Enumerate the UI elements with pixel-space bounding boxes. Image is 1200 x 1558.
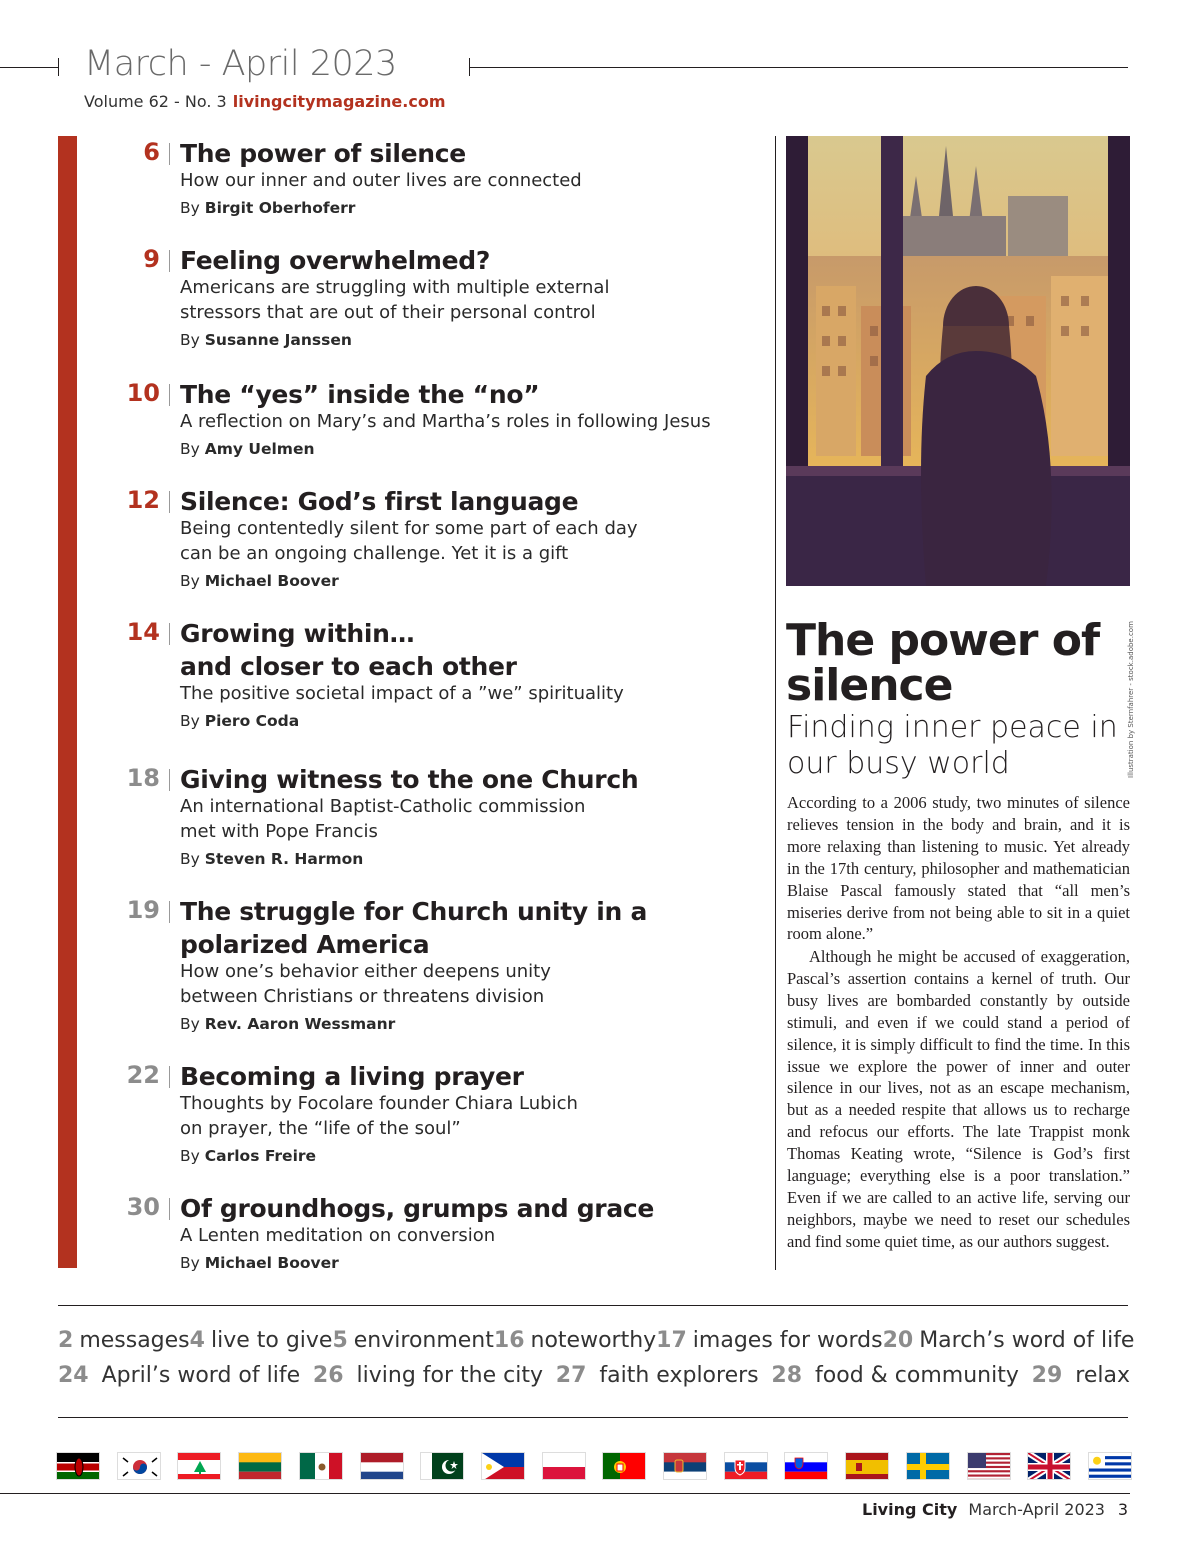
toc-page-number: 30 (126, 1193, 160, 1221)
toc-separator (169, 623, 170, 645)
kenya-flag-icon (56, 1452, 100, 1480)
toc-title: polarized America (180, 930, 430, 959)
department-link[interactable]: 4 live to give (189, 1328, 333, 1353)
toc-description: on prayer, the “life of the soul” (180, 1118, 461, 1139)
toc-byline: By Amy Uelmen (180, 440, 315, 458)
poland-flag-icon (542, 1452, 586, 1480)
toc-byline: By Steven R. Harmon (180, 850, 364, 868)
toc-title: The struggle for Church unity in a (180, 897, 648, 926)
lithuania-flag-icon (238, 1452, 282, 1480)
department-link[interactable]: 5 environment (332, 1328, 494, 1353)
toc-description: A reflection on Mary’s and Martha’s roles in following Jesus (180, 411, 711, 432)
usa-flag-icon (967, 1452, 1011, 1480)
toc-separator (169, 250, 170, 272)
toc-author: Susanne Janssen (204, 331, 352, 349)
lebanon-flag-icon (177, 1452, 221, 1480)
feature-body-paragraph: Although he might be accused of exaggeration, Pascal’s assertion contains a kernel of truth. Our busy lives are bombarded constantly by outside stimuli, and even if we could stand a period of silence, it is simply difficult to find the time. In this issue we explore the power of inner and outer silence in our lives, not as an escape mechanism, but as a needed respite that allows us to recharge and refocus our efforts. The late Trappist monk Thomas Keating wrote, “Silence is God’s first language; everything else is a poor translation.” Even if we are called to an active life, serving our neighbors, maybe we need to reset our schedules and find some quiet time, as our authors suggest. (787, 947, 1130, 1251)
toc-page-number: 14 (126, 618, 160, 646)
flag-strip (56, 1452, 1132, 1480)
toc-byline: By Carlos Freire (180, 1147, 317, 1165)
toc-author: Amy Uelmen (204, 440, 315, 458)
toc-title: Silence: God’s first language (180, 487, 579, 516)
department-link[interactable]: 29 relax (1031, 1363, 1130, 1388)
toc-title: Of groundhogs, grumps and grace (180, 1194, 655, 1223)
toc-description: stressors that are out of their personal control (180, 302, 596, 323)
toc-description: between Christians or threatens division (180, 986, 545, 1007)
netherlands-flag-icon (360, 1452, 404, 1480)
website-link[interactable]: livingcitymagazine.com (232, 92, 446, 111)
uk-flag-icon (1027, 1452, 1071, 1480)
toc-description: can be an ongoing challenge. Yet it is a gift (180, 543, 569, 564)
toc-author: Michael Boover (204, 1254, 339, 1272)
toc-description: met with Pope Francis (180, 821, 378, 842)
toc-title: The power of silence (180, 139, 466, 168)
toc-title: Becoming a living prayer (180, 1062, 524, 1091)
pakistan-flag-icon (420, 1452, 464, 1480)
accent-bar (58, 136, 77, 1268)
portugal-flag-icon (602, 1452, 646, 1480)
department-link[interactable]: 17 images for words (656, 1328, 883, 1353)
feature-body-paragraph: According to a 2006 study, two minutes of silence relieves tension in the body and brain, and it is more relaxing than listening to music. Yet already in the 17th century, philosopher and mathematician Blaise Pascal famously stated that “all men’s miseries derive from not being able to sit in a quiet room alone.” (787, 793, 1130, 944)
department-link[interactable]: 2 messages (58, 1328, 190, 1353)
toc-page-number: 18 (126, 764, 160, 792)
mexico-flag-icon (299, 1452, 343, 1480)
toc-separator (169, 384, 170, 406)
department-link[interactable]: 16 noteworthy (493, 1328, 657, 1353)
toc-author: Michael Boover (204, 572, 339, 590)
issue-volume-line (84, 92, 446, 111)
toc-description: A Lenten meditation on conversion (180, 1225, 496, 1246)
toc-separator (169, 491, 170, 513)
toc-description: Americans are struggling with multiple external (180, 277, 610, 298)
footer-rule (0, 1493, 1130, 1494)
department-link[interactable]: 24 April’s word of life (58, 1363, 301, 1388)
toc-byline: By Michael Boover (180, 572, 339, 590)
toc-separator (169, 1198, 170, 1220)
sweden-flag-icon (906, 1452, 950, 1480)
page-number: 3 (1117, 1500, 1128, 1519)
south-korea-flag-icon (117, 1452, 161, 1480)
toc-page-number: 19 (126, 896, 160, 924)
toc-author: Carlos Freire (204, 1147, 317, 1165)
uruguay-flag-icon (1088, 1452, 1132, 1480)
toc-page-number: 10 (126, 379, 160, 407)
toc-author: Rev. Aaron Wessmanr (204, 1015, 396, 1033)
footer-brand: Living City (862, 1500, 958, 1519)
departments-row (58, 1328, 1135, 1353)
feature-subtitle: Finding inner peace in our busy world (787, 710, 1118, 781)
page-footer (800, 1500, 1130, 1519)
toc-separator (169, 1066, 170, 1088)
toc-title: Feeling overwhelmed? (180, 246, 491, 275)
volume-number: Volume 62 - No. 3 (84, 92, 227, 111)
department-link[interactable]: 27 faith explorers (555, 1363, 759, 1388)
toc-separator (169, 769, 170, 791)
index-rule-bottom (58, 1417, 1128, 1418)
footer-issue: March-April 2023 (968, 1500, 1105, 1519)
toc-description: An international Baptist-Catholic commission (180, 796, 586, 817)
toc-byline: By Rev. Aaron Wessmanr (180, 1015, 396, 1033)
toc-description: How our inner and outer lives are connected (180, 170, 582, 191)
department-link[interactable]: 20 March’s word of life (882, 1328, 1135, 1353)
department-link[interactable]: 26 living for the city (312, 1363, 543, 1388)
toc-separator (169, 901, 170, 923)
toc-author: Piero Coda (204, 712, 300, 730)
departments-row (58, 1363, 1130, 1388)
toc-byline: By Susanne Janssen (180, 331, 352, 349)
toc-page-number: 6 (143, 138, 160, 166)
toc-title: The “yes” inside the “no” (180, 380, 540, 409)
toc-byline: By Michael Boover (180, 1254, 339, 1272)
toc-separator (169, 143, 170, 165)
toc-description: How one’s behavior either deepens unity (180, 961, 551, 982)
header-rule-right (469, 67, 1128, 68)
toc-author: Birgit Oberhoferr (204, 199, 356, 217)
column-divider (775, 136, 776, 1270)
toc-title: and closer to each other (180, 652, 517, 681)
toc-title: Growing within… (180, 619, 415, 648)
toc-page-number: 9 (143, 245, 160, 273)
index-rule-top (58, 1305, 1128, 1306)
toc-page-number: 12 (126, 486, 160, 514)
serbia-flag-icon (663, 1452, 707, 1480)
toc-title: Giving witness to the one Church (180, 765, 639, 794)
toc-description: Thoughts by Focolare founder Chiara Lubich (180, 1093, 578, 1114)
image-credit-text: Illustration by Sternfahrer - stock.adobe.com (1127, 621, 1135, 778)
toc-byline: By Piero Coda (180, 712, 300, 730)
slovenia-flag-icon (784, 1452, 828, 1480)
philippines-flag-icon (481, 1452, 525, 1480)
department-link[interactable]: 28 food & community (771, 1363, 1019, 1388)
issue-date: March - April 2023 (84, 44, 397, 84)
spain-flag-icon (845, 1452, 889, 1480)
slovakia-flag-icon (724, 1452, 768, 1480)
toc-page-number: 22 (126, 1061, 160, 1089)
header-rule-left (0, 67, 58, 68)
toc-description: The positive societal impact of a ”we” spirituality (180, 683, 624, 704)
feature-title: The power of silence (786, 615, 1100, 711)
toc-author: Steven R. Harmon (204, 850, 364, 868)
toc-description: Being contentedly silent for some part of each day (180, 518, 638, 539)
feature-illustration (786, 136, 1130, 586)
header-rule-tick-left (58, 58, 59, 76)
toc-byline: By Birgit Oberhoferr (180, 199, 356, 217)
